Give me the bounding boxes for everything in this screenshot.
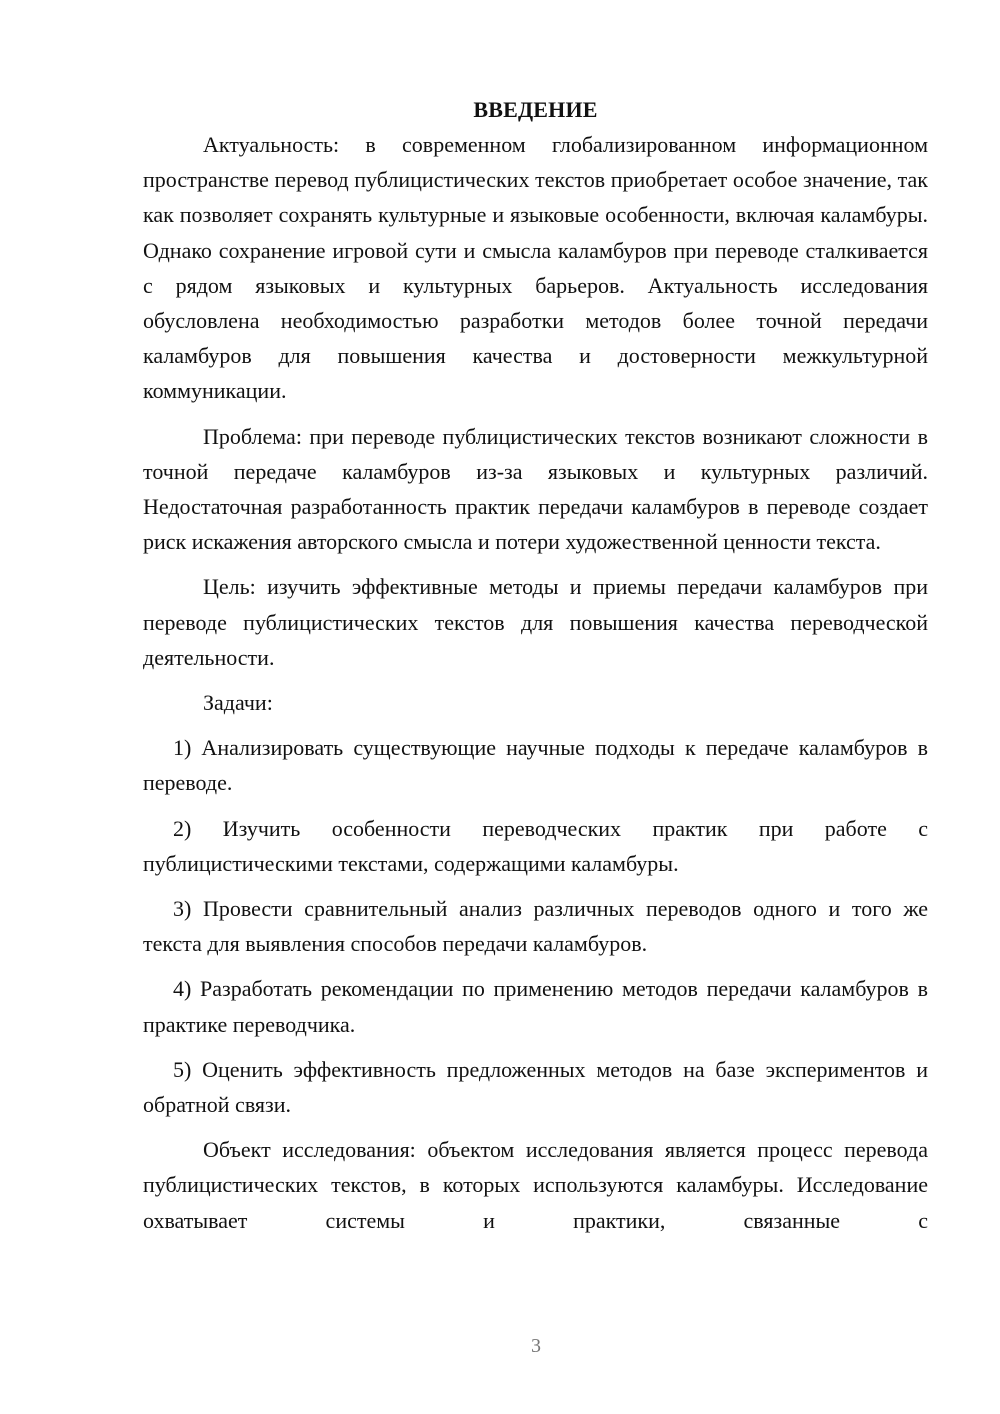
paragraph-goal: Цель: изучить эффективные методы и приемы передачи каламбуров при переводе публицистических текстов для повышения качества переводческой деятельности.	[143, 574, 928, 670]
task-item-3: 3) Провести сравнительный анализ различных переводов одного и того же текста для выявления способов передачи каламбуров.	[143, 896, 928, 957]
task-item-1: 1) Анализировать существующие научные подходы к передаче каламбуров в переводе.	[143, 735, 928, 796]
task-item-2: 2) Изучить особенности переводческих практик при работе с публицистическими текстами, содержащими каламбуры.	[143, 815, 928, 876]
page-number: 3	[531, 1335, 541, 1357]
task-item-4: 4) Разработать рекомендации по применению методов передачи каламбуров в практике переводчика.	[143, 976, 928, 1037]
tasks-heading: Задачи:	[203, 690, 273, 716]
paragraph-problem: Проблема: при переводе публицистических текстов возникают сложности в точной передаче каламбуров из-за языковых и культурных различий. Недостаточная разработанность практик передачи каламбуров в переводе создает риск искажения авторского смысла и потери художественной ценности текста.	[143, 423, 928, 555]
task-item-5: 5) Оценить эффективность предложенных методов на базе экспериментов и обратной связи.	[143, 1056, 928, 1118]
section-title: ВВЕДЕНИЕ	[473, 97, 598, 122]
paragraph-relevance: Актуальность: в современном глобализированном информационном пространстве перевод публицистических текстов приобретает особое значение, так как позволяет сохранять культурные и языковые особенности, включая каламбуры. Однако сохранение игровой сути и смысла каламбуров при переводе сталкивается с рядом языковых и культурных барьеров. Актуальность исследования обусловлена необходимостью разработки методов более точной передачи каламбуров для повышения качества и достоверности межкультурной коммуникации.	[143, 132, 928, 404]
page-content	[143, 92, 928, 1248]
paragraph-object: Объект исследования: объектом исследования является процесс перевода публицистических текстов, в которых используются каламбуры. Исследование охватывает системы и практики, связанные с	[143, 1137, 928, 1233]
